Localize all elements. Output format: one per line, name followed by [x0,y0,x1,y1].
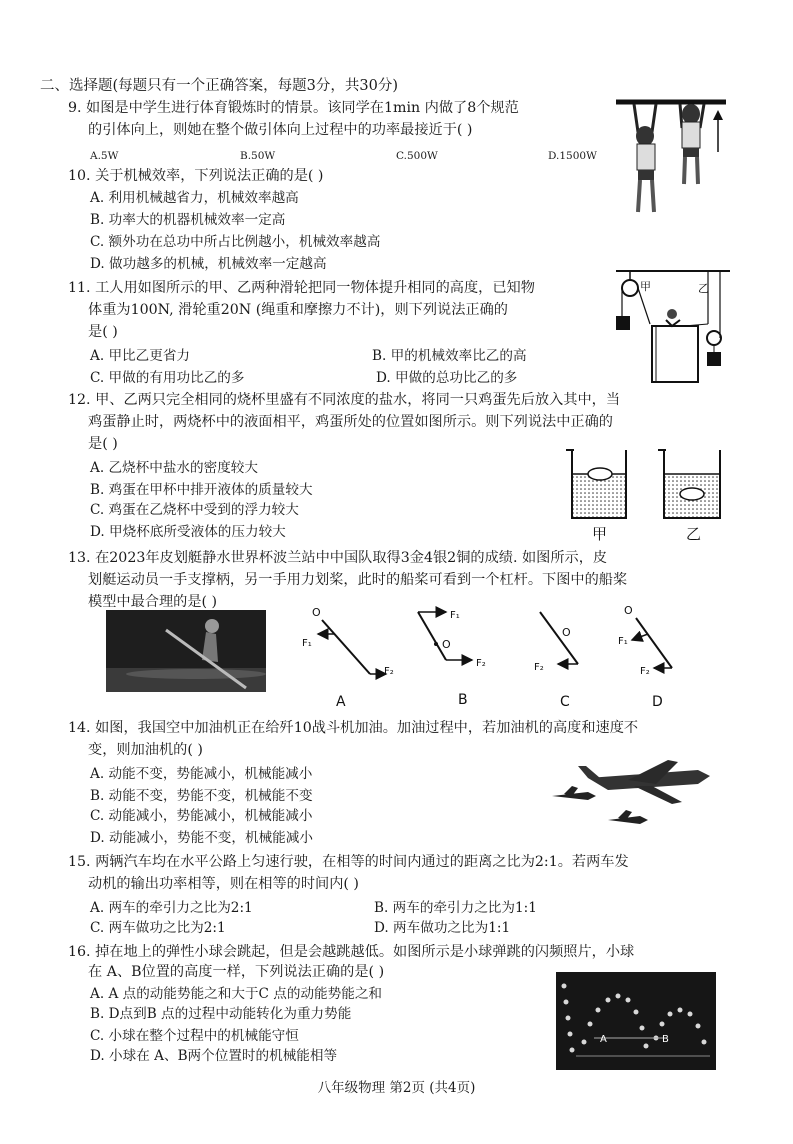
q11-option-b[interactable]: B. 甲的机械效率比乙的高 [372,348,527,364]
q11-option-a[interactable]: A. 甲比乙更省力 [90,348,191,364]
q10-option-c[interactable]: C. 额外功在总功中所占比例越小，机械效率越高 [90,234,381,250]
q10-option-b[interactable]: B. 功率大的机器机械效率一定高 [90,212,286,228]
question-15-line-2: 动机的输出功率相等，则在相等的时间内( ) [88,876,359,892]
pulley-label-yi: 乙 [698,282,709,295]
question-10-line-1: 10. 关于机械效率，下列说法正确的是( ) [68,168,324,184]
refueling-aircraft-figure [548,756,718,836]
model-c-f2: F₂ [534,662,544,673]
question-11-line-2: 体重为100N, 滑轮重20N (绳重和摩擦力不计)，则下列说法正确的 [88,302,508,318]
q10-option-d[interactable]: D. 做功越多的机械，机械效率一定越高 [90,256,327,272]
question-16-line-1: 16. 掉在地上的弹性小球会跳起，但是会越跳越低。如图所示是小球弹跳的闪频照片，小球 [68,944,635,960]
q15-option-a[interactable]: A. 两车的牵引力之比为2:1 [90,900,253,916]
question-14-line-2: 变，则加油机的( ) [88,742,203,758]
q9-option-d[interactable]: D.1500W [548,150,597,162]
model-label-a: A [336,694,346,710]
question-12-line-3: 是( ) [88,436,118,452]
model-label-d: D [652,694,663,710]
q14-option-a[interactable]: A. 动能不变，势能减小，机械能减小 [90,766,313,782]
ball-label-a: A [600,1034,607,1045]
paddle-model-d[interactable] [618,604,672,710]
q14-option-b[interactable]: B. 动能不变，势能不变，机械能不变 [90,788,313,804]
model-b-pivot-label: O [442,638,451,651]
q16-option-a[interactable]: A. A 点的动能势能之和大于C 点的动能势能之和 [90,986,383,1002]
paddle-models [296,604,692,712]
paddle-model-b[interactable] [418,610,486,708]
paddle-model-c[interactable] [534,612,578,710]
model-d-pivot-label: O [624,604,633,617]
q12-option-a[interactable]: A. 乙烧杯中盐水的密度较大 [90,460,258,476]
paddle-model-a[interactable] [302,606,394,710]
model-b-f1: F₁ [450,610,460,621]
pulley-figure [612,266,734,384]
question-13-line-3: 模型中最合理的是( ) [88,594,218,610]
q9-option-b[interactable]: B.50W [240,150,276,162]
q12-option-b[interactable]: B. 鸡蛋在甲杯中排开液体的质量较大 [90,482,313,498]
model-d-f1: F₁ [618,636,628,647]
question-16-line-2: 在 A、B位置的高度一样，下列说法正确的是( ) [88,964,385,980]
pull-up-figure [612,92,732,222]
ball-label-b: B [662,1034,669,1045]
model-c-pivot-label: O [562,626,571,639]
q16-option-c[interactable]: C. 小球在整个过程中的机械能守恒 [90,1028,299,1044]
model-b-f2: F₂ [476,658,486,669]
kayak-photo [106,610,266,692]
question-13-line-2: 划艇运动员一手支撑柄，另一手用力划桨，此时的船桨可看到一个杠杆。下图中的船桨 [88,572,628,588]
model-label-b: B [458,692,468,708]
q16-option-d[interactable]: D. 小球在 A、B两个位置时的机械能相等 [90,1048,338,1064]
q9-option-a[interactable]: A.5W [90,150,119,162]
model-a-f1: F₁ [302,638,312,649]
q11-option-c[interactable]: C. 甲做的有用功比乙的多 [90,370,245,386]
q15-option-d[interactable]: D. 两车做功之比为1:1 [374,920,511,936]
q12-option-d[interactable]: D. 甲烧杯底所受液体的压力较大 [90,524,286,540]
model-label-c: C [560,694,570,710]
question-12-line-1: 12. 甲、乙两只完全相同的烧杯里盛有不同浓度的盐水，将同一只鸡蛋先后放入其中，当 [68,392,621,408]
q15-option-b[interactable]: B. 两车的牵引力之比为1:1 [374,900,537,916]
q14-option-d[interactable]: D. 动能减小，势能不变，机械能减小 [90,830,313,846]
question-12-line-2: 鸡蛋静止时，两烧杯中的液面相平，鸡蛋所处的位置如图所示。则下列说法中正确的 [88,414,613,430]
q14-option-c[interactable]: C. 动能减小，势能减小，机械能减小 [90,808,313,824]
question-13-line-1: 13. 在2023年皮划艇静水世界杯波兰站中中国队取得3金4银2铜的成绩. 如图所示，皮 [68,550,608,566]
pulley-label-jia: 甲 [640,280,651,293]
beaker-figure [564,444,730,542]
section-title: 二、选择题(每题只有一个正确答案，每题3分，共30分) [40,78,398,94]
q15-option-c[interactable]: C. 两车做功之比为2:1 [90,920,226,936]
beaker-label-jia: 甲 [592,525,608,542]
model-a-f2: F₂ [384,666,394,677]
question-11-line-3: 是( ) [88,324,118,340]
question-14-line-1: 14. 如图，我国空中加油机正在给歼10战斗机加油。加油过程中，若加油机的高度和速度不 [68,720,639,736]
q9-option-c[interactable]: C.500W [396,150,438,162]
q16-option-b[interactable]: B. D点到B 点的过程中动能转化为重力势能 [90,1006,352,1022]
model-d-f2: F₂ [640,666,650,677]
question-11-line-1: 11. 工人用如图所示的甲、乙两种滑轮把同一物体提升相同的高度，已知物 [68,280,535,296]
q10-option-a[interactable]: A. 利用机械越省力，机械效率越高 [90,190,299,206]
bouncing-ball-photo [556,972,716,1070]
question-15-line-1: 15. 两辆汽车均在水平公路上匀速行驶，在相等的时间内通过的距离之比为2:1。若两车发 [68,854,629,870]
model-a-pivot-label: O [312,606,321,619]
q11-option-d[interactable]: D. 甲做的总功比乙的多 [376,370,518,386]
question-9-line-1: 9. 如图是中学生进行体育锻炼时的情景。该同学在1min 内做了8个规范 [68,100,519,116]
page-footer: 八年级物理 第2页 (共4页) [317,1080,476,1096]
beaker-label-yi: 乙 [686,525,702,542]
q12-option-c[interactable]: C. 鸡蛋在乙烧杯中受到的浮力较大 [90,502,299,518]
question-9-line-2: 的引体向上，则她在整个做引体向上过程中的功率最接近于( ) [88,122,473,138]
